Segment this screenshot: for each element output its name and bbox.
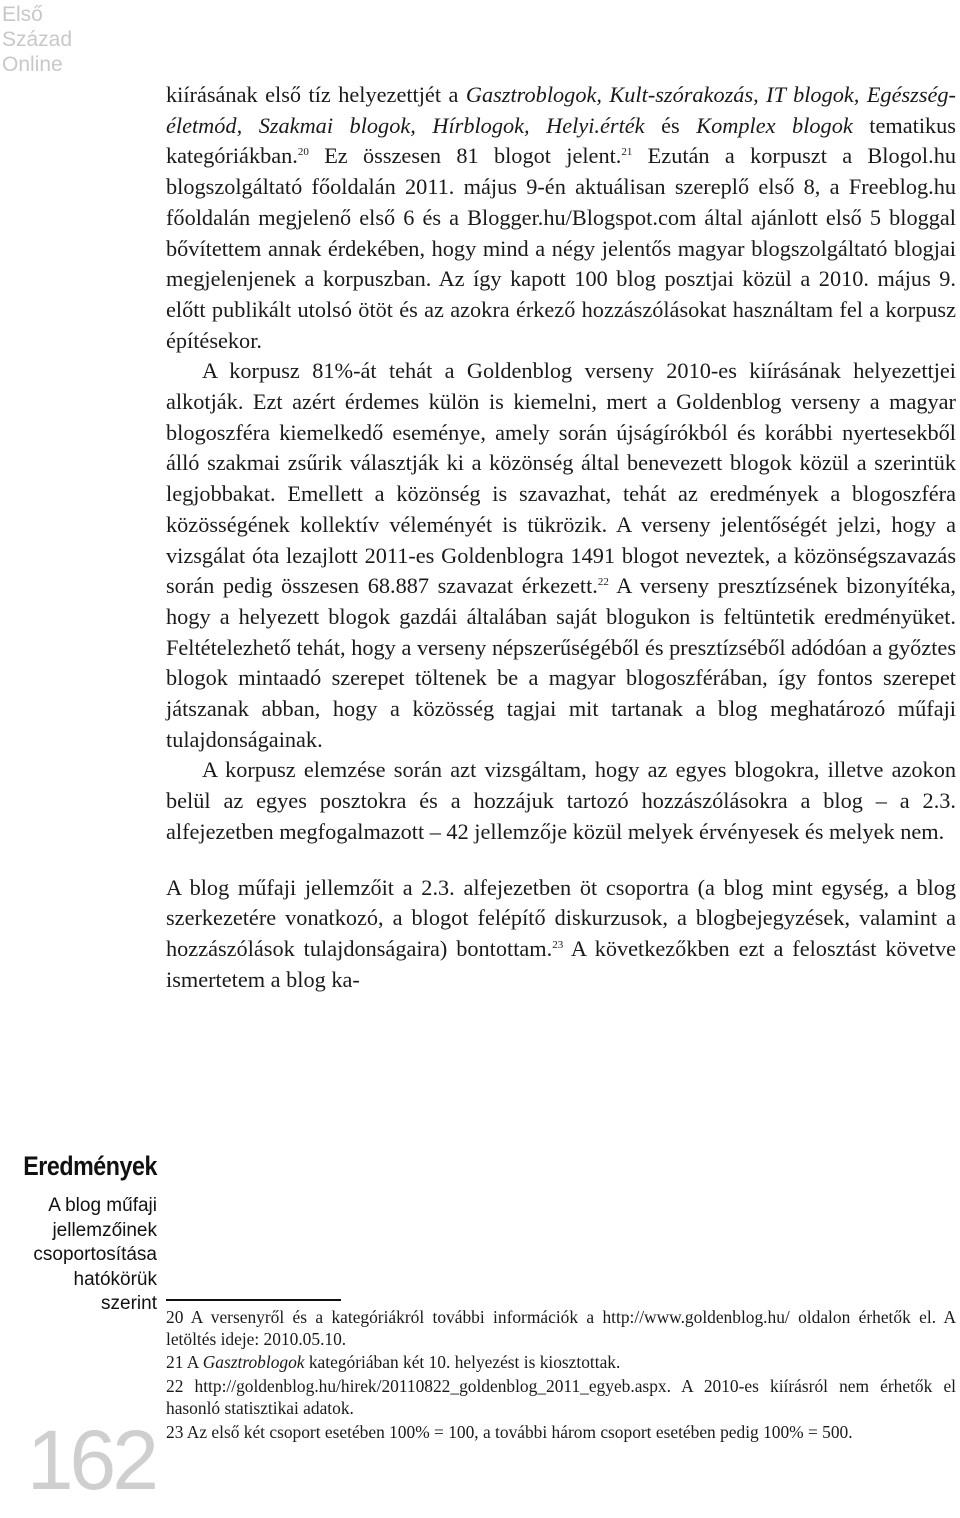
italic-run: Gasztroblogok xyxy=(202,1352,305,1373)
main-text xyxy=(166,80,956,995)
text-run: Ezután a korpuszt a Blogol.hu blogszolgáltató főoldalán 2011. május 9-én aktuálisan szereplő első 8, a Freeblog.hu főoldalán megjelenő első 6 és a Blogger.hu/Blogspot.com által ajánlott első 5 bloggal bővítettem annak érdekében, hogy mind a négy jelentős magyar blogszolgáltató blogjai megjelenjenek a korpuszban. Az így kapott 100 blog posztjai közül a 2010. május 9. előtt publikált utolsó ötöt és az azokra érkező hozzászólásokat használtam fel a korpusz építésekor. xyxy=(166,143,956,353)
text-run: kategóriában két 10. helyezést is kiosztottak. xyxy=(304,1352,621,1373)
section-heading: Eredmények xyxy=(23,1151,157,1181)
footnote: 23 Az első két csoport esetében 100% = 100, a további három csoport esetében pedig 100% = 500. xyxy=(166,1421,853,1442)
subheading-line: jellemzőinek xyxy=(52,1219,157,1241)
subheading-line: A blog műfaji xyxy=(48,1195,157,1216)
section-margin-title xyxy=(0,1150,157,1317)
text-run: A blog műfaji jellemzőit a 2.3. alfejezetben öt csoportra (a blog mint egység, a blog szerkezetére vonatkozó, a blogot felépítő diskurzusok, a blogbejegyzések, valamint a hozzászólások tulajdonságaira) bontottam. xyxy=(166,874,956,961)
text-run: Ez összesen 81 blogot jelent. xyxy=(308,143,622,169)
journal-logo-line: Század xyxy=(2,28,73,51)
text-run: A korpusz elemzése során azt vizsgáltam, hogy az egyes blogokra, illetve azokon belül az egyes posztokra és a hozzájuk tartozó hozzászólásokra a blog – a 2.3. alfejezetben megfogalmazott – 42 jellemzője közül melyek érvényesek és melyek nem. xyxy=(166,757,956,844)
page-number: 162 xyxy=(26,1413,155,1507)
footnote-marker: 21 xyxy=(621,146,633,159)
subheading-line: csoportosítása xyxy=(33,1244,157,1266)
paragraph xyxy=(166,873,956,996)
section-subheading xyxy=(0,1194,157,1317)
paragraph xyxy=(166,755,956,847)
text-run: tematikus kategóriákban. xyxy=(166,112,956,169)
subheading-line: szerint xyxy=(101,1293,157,1315)
journal-logo-line: Első xyxy=(2,3,43,26)
journal-logo-line: Online xyxy=(2,53,63,76)
footnote-marker: 23 xyxy=(552,938,564,951)
footnote xyxy=(166,1352,956,1374)
footnotes xyxy=(166,1307,956,1445)
paragraph xyxy=(166,80,956,356)
text-run: és xyxy=(644,112,697,138)
footnote: 22 http://goldenblog.hu/hirek/20110822_goldenblog_2011_egyeb.aspx. A 2010-es kiírásról nem érhetők el hasonló statisztikai adatok. xyxy=(166,1376,956,1418)
footnote: 20 A versenyről és a kategóriákról további információk a http://www.goldenblog.hu/ oldalon érhetők el. A letöltés ideje: 2010.05.10. xyxy=(166,1307,956,1349)
text-run: kiírásának első tíz helyezettjét a xyxy=(166,82,466,107)
text-run: 21 A xyxy=(166,1352,203,1373)
journal-logo xyxy=(2,2,162,77)
footnote-divider xyxy=(166,1299,341,1301)
italic-run: Komplex blogok xyxy=(696,112,853,138)
subheading-line: hatókörük xyxy=(73,1268,157,1290)
text-run: A korpusz 81%-át tehát a Goldenblog verseny 2010-es kiírásának helyezettjei alkotják. Ezt azért érdemes külön is kiemelni, mert a Goldenblog verseny a magyar blogoszféra kiemelkedő eseménye, amely során újságírókból és korábbi nyertesekből álló szakmai zsűrik választják ki a közönség által benevezett blogok közül a szerintük legjobbakat. Emellett a közönség is szavazhat, tehát az eredmények a blogoszféra közösségének kollektív véleményét is tükrözik. A verseny jelentőségét jelzi, hogy a vizsgálat óta lezajlott 2011-es Goldenblogra 1491 blogot neveztek, a közönségszavazás során pedig összesen 68.887 szavazat érkezett. xyxy=(166,358,956,599)
italic-run: Gasztroblogok, Kult-szórakozás, IT blogok, Egészség-életmód, Szakmai blogok, Hírblogok, Helyi.érték xyxy=(166,82,956,138)
footnote-marker: 22 xyxy=(597,576,609,589)
footnote-marker: 20 xyxy=(297,146,309,159)
text-run: A verseny presztízsének bizonyítéka, hogy a helyezett blogok gazdái általában saját blogukon is feltüntetik eredményüket. Feltételezhető tehát, hogy a verseny népszerűségéből és presztízséből adódóan a győztes blogok mintaadó szerepet töltenek be a magyar blogoszférában, így fontos szerepet játszanak abban, hogy a közösség tagjai mit tartanak a blog meghatározó műfaji tulajdonságainak. xyxy=(166,573,956,752)
text-run: A következőkben ezt a felosztást követve ismertetem a blog ka- xyxy=(166,935,956,992)
paragraph xyxy=(166,356,956,755)
